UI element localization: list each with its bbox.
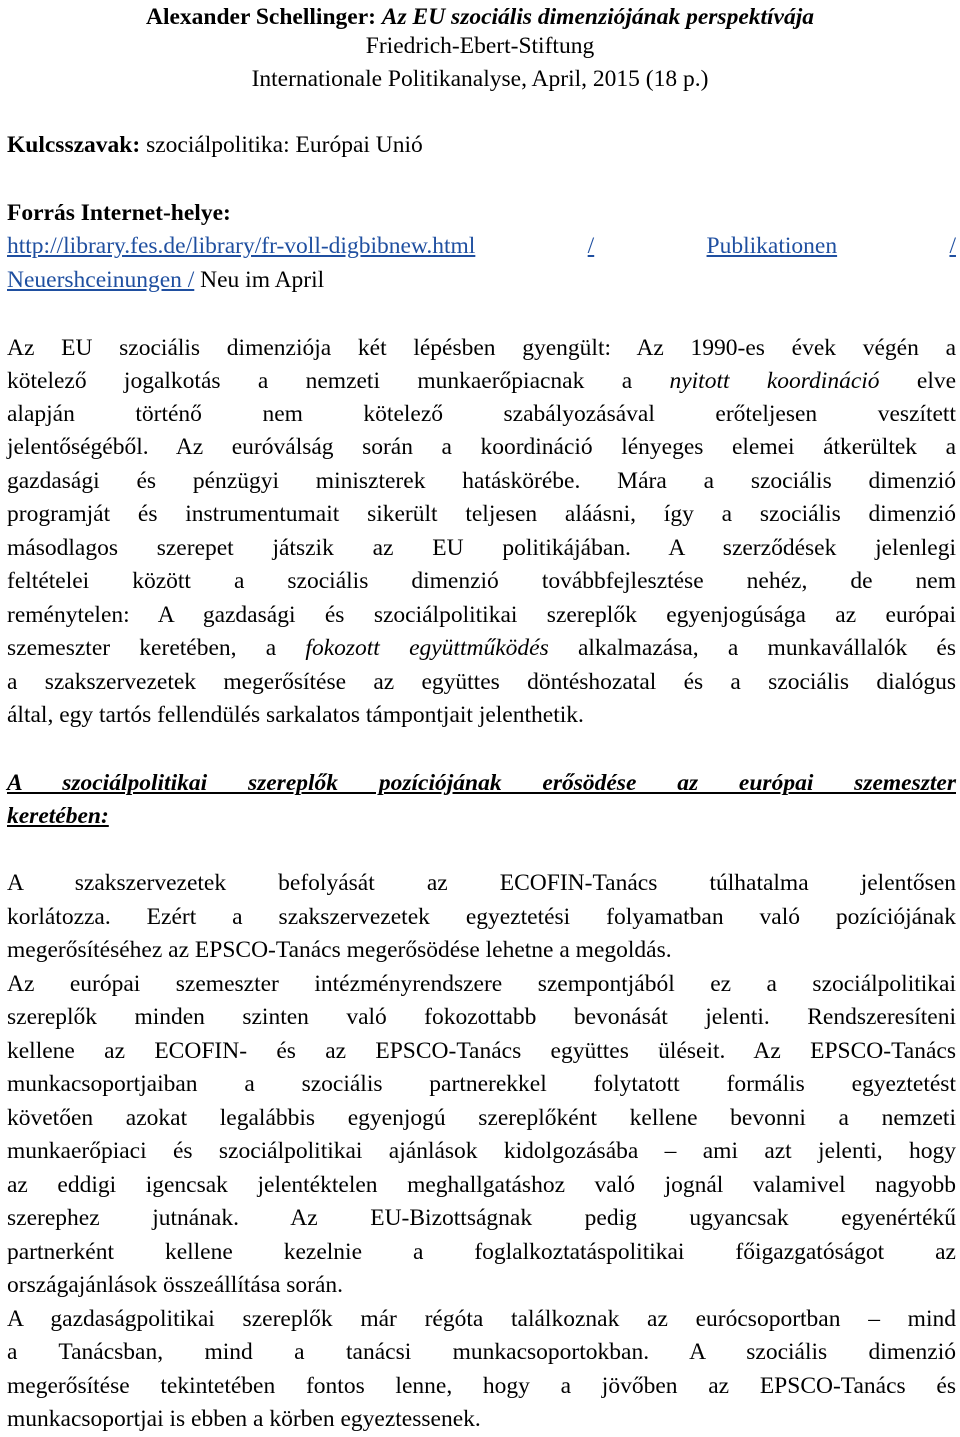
body-line: követően azokat legalábbis egyenjogú szereplőként kellene bevonni a nemzeti bbox=[7, 1105, 956, 1131]
abstract-line: másodlagos szerepet játszik az EU politikájában. A szerződések jelenlegi bbox=[7, 535, 956, 561]
abstract-text: szemeszter keretében, a bbox=[7, 635, 277, 661]
abstract-line: alapján történő nem kötelező szabályozásával erőteljesen veszített bbox=[7, 401, 956, 427]
body-line: kellene az ECOFIN- és az EPSCO-Tanács együttes üléseit. Az EPSCO-Tanács bbox=[7, 1038, 956, 1064]
publisher: Friedrich-Ebert-Stiftung bbox=[365, 33, 595, 59]
body-line: munkacsoportjaiban a szociális partnerekkel folytatott formális egyeztetést bbox=[7, 1071, 956, 1097]
section-heading bbox=[7, 766, 956, 800]
publication-series: Internationale Politikanalyse, April, 2015 (18 p.) bbox=[251, 66, 709, 92]
publikationen-link[interactable]: Publikationen bbox=[706, 233, 838, 259]
author-name: Alexander Schellinger: bbox=[145, 4, 376, 30]
section-heading-text: keretében: bbox=[7, 803, 109, 829]
link-separator[interactable]: / bbox=[587, 233, 595, 259]
abstract-line: által, egy tartós fellendülés sarkalatos támpontjait jelenthetik. bbox=[7, 702, 584, 728]
body-line: országajánlások összeállítása során. bbox=[7, 1272, 344, 1298]
abstract-line: programját és instrumentumait sikerült teljesen aláásni, így a szociális dimenzió bbox=[7, 501, 956, 527]
abstract-line bbox=[7, 631, 956, 665]
abstract-line: jelentőségéből. Az euróválság során a koordináció lényeges elemei átkerültek a bbox=[7, 434, 956, 460]
abstract-line: a szakszervezetek megerősítése az együttes döntéshozatal és a szociális dialógus bbox=[7, 669, 956, 695]
abstract-line bbox=[7, 364, 956, 398]
abstract-text: kötelező jogalkotás a nemzeti munkaerőpiacnak a bbox=[7, 368, 633, 394]
body-line: megerősítése tekintetében fontos lenne, hogy a jövőben az EPSCO-Tanács és bbox=[7, 1373, 956, 1399]
keywords-value: szociálpolitika: Európai Unió bbox=[146, 132, 423, 158]
body-line: megerősítéséhez az EPSCO-Tanács megerősödése lehetne a megoldás. bbox=[7, 937, 672, 963]
article-title: Az EU szociális dimenziójának perspektívája bbox=[381, 4, 815, 30]
abstract-line: gazdasági és pénzügyi miniszterek hatáskörébe. Mára a szociális dimenzió bbox=[7, 468, 956, 494]
keywords-line bbox=[7, 128, 956, 162]
body-line: az eddigi igencsak jelentéktelen meghallgatáshoz való jognál valamivel nagyobb bbox=[7, 1172, 956, 1198]
abstract-line: Az EU szociális dimenziója két lépésben gyengült: Az 1990-es évek végén a bbox=[7, 335, 956, 361]
abstract-text: alkalmazása, a munkavállalók és bbox=[577, 635, 957, 661]
source-url-link[interactable]: http://library.fes.de/library/fr-voll-digbibnew.html bbox=[7, 233, 476, 259]
body-line: szerephez jutnának. Az EU-Bizottságnak pedig ugyancsak egyenértékű bbox=[7, 1205, 956, 1231]
abstract-line: feltételei között a szociális dimenzió továbbfejlesztése nehéz, de nem bbox=[7, 568, 956, 594]
body-line: A gazdaságpolitikai szereplők már régóta találkoznak az eurócsoportban – mind bbox=[7, 1306, 956, 1332]
body-line: szereplők minden szinten való fokozottabb bevonását jelenti. Rendszeresíteni bbox=[7, 1004, 956, 1030]
body-line: partnerként kellene kezelnie a foglalkoztatáspolitikai főigazgatóságot az bbox=[7, 1239, 956, 1265]
source-link-line-1[interactable] bbox=[7, 229, 956, 263]
section-heading-text: A szociálpolitikai szereplők pozíciójának erősödése az európai szemeszter bbox=[7, 770, 956, 796]
emphasis-open-coordination: nyitott koordináció bbox=[669, 368, 880, 394]
body-line: A szakszervezetek befolyását az ECOFIN-Tanács túlhatalma jelentősen bbox=[7, 870, 956, 896]
neuerscheinungen-link[interactable]: Neuershceinungen / bbox=[7, 267, 195, 293]
body-line: korlátozza. Ezért a szakszervezetek egyeztetési folyamatban való pozíciójának bbox=[7, 904, 956, 930]
section-heading bbox=[7, 799, 956, 833]
emphasis-enhanced-cooperation: fokozott együttműködés bbox=[305, 635, 549, 661]
abstract-text: elve bbox=[916, 368, 957, 394]
body-line: a Tanácsban, mind a tanácsi munkacsoportokban. A szociális dimenzió bbox=[7, 1339, 956, 1365]
source-label: Forrás Internet-helye: bbox=[7, 200, 231, 226]
body-line: munkaerőpiaci és szociálpolitikai ajánlások kidolgozásába – ami azt jelenti, hogy bbox=[7, 1138, 956, 1164]
neu-im-april-text: Neu im April bbox=[200, 267, 325, 293]
body-line: munkacsoportjai is ebben a körben egyeztessenek. bbox=[7, 1406, 481, 1432]
source-link-line-2 bbox=[7, 263, 956, 297]
keywords-label: Kulcsszavak: bbox=[7, 132, 141, 158]
body-line: Az európai szemeszter intézményrendszere szempontjából ez a szociálpolitikai bbox=[7, 971, 956, 997]
link-separator[interactable]: / bbox=[949, 233, 956, 259]
abstract-line: reménytelen: A gazdasági és szociálpolitikai szereplők egyenjogúsága az európai bbox=[7, 602, 956, 628]
